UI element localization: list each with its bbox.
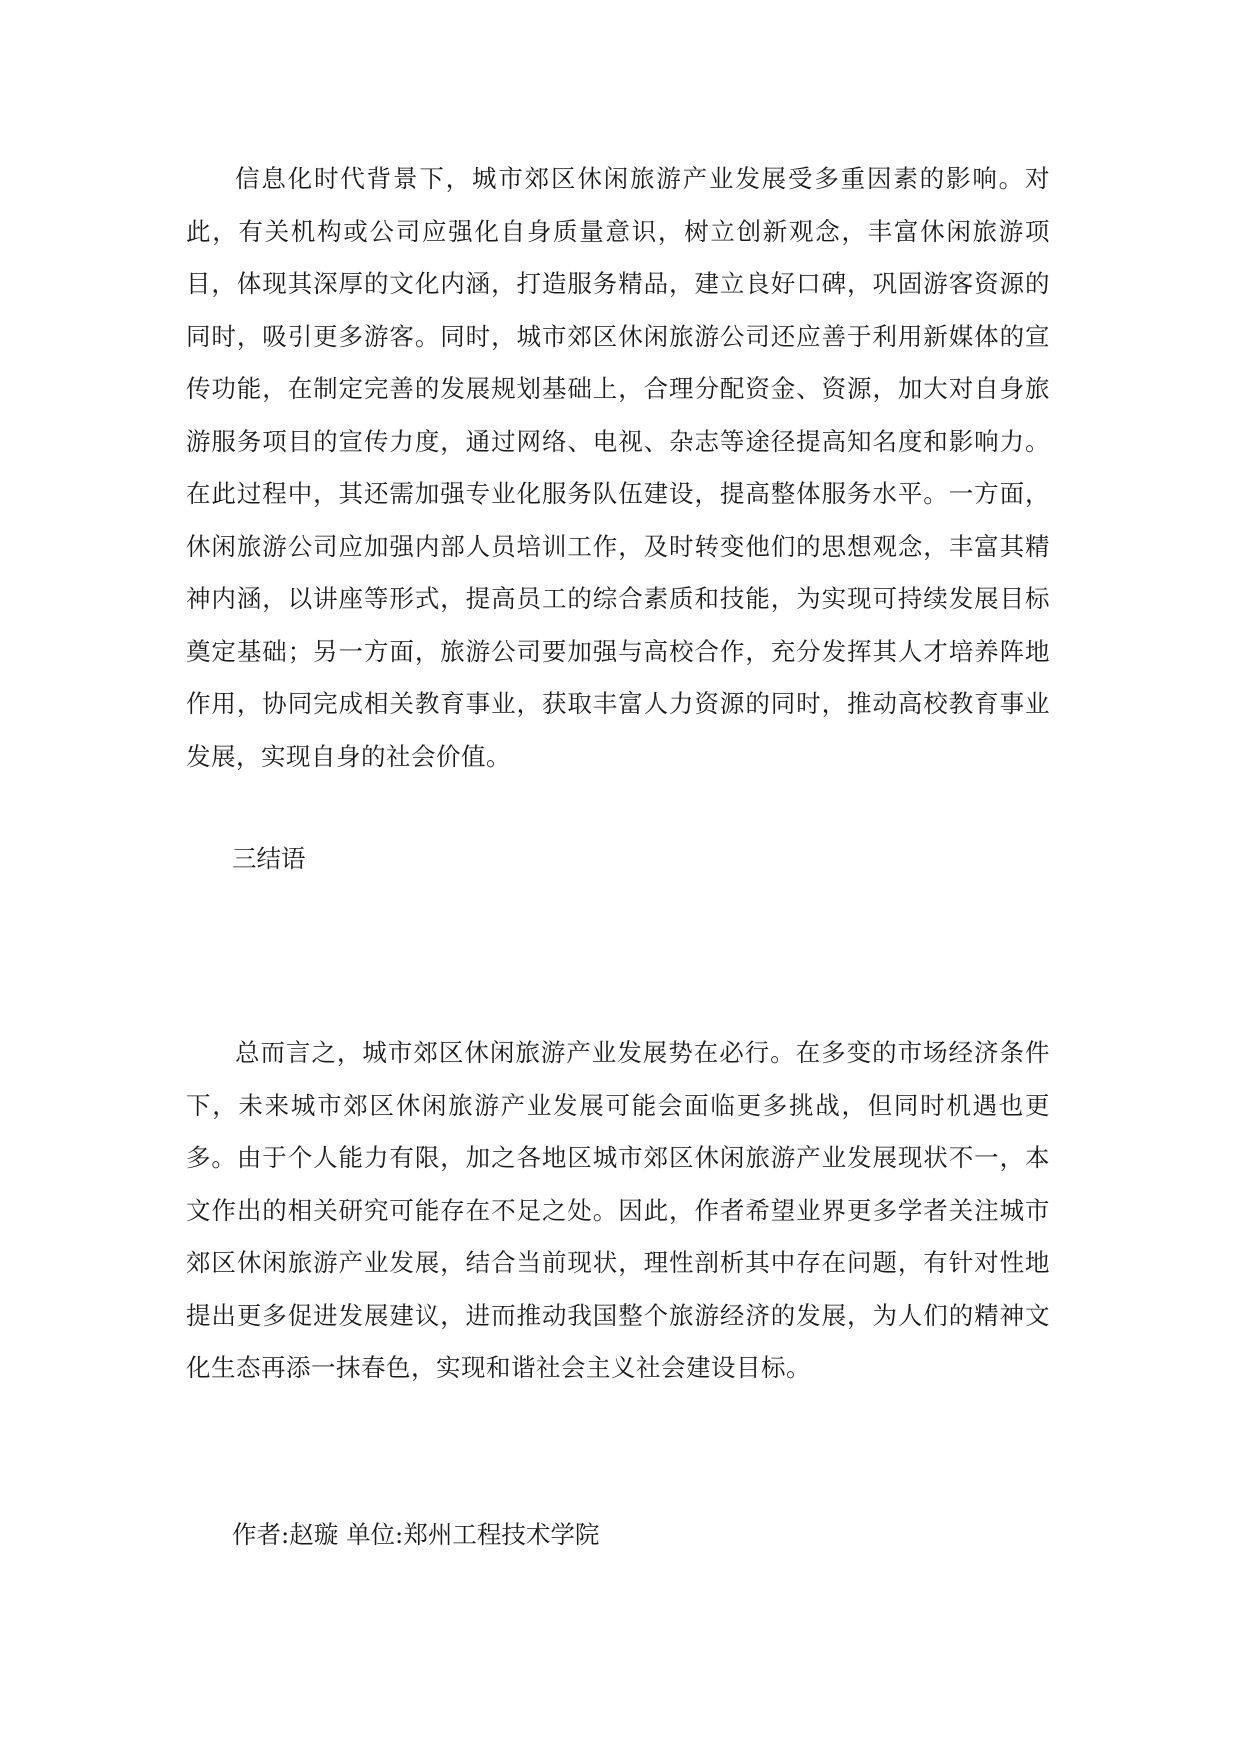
author-name: 赵璇 [289, 1520, 339, 1549]
section-heading-conclusion: 三结语 [232, 844, 306, 873]
unit-label: 单位: [346, 1520, 404, 1549]
author-label: 作者: [232, 1520, 290, 1549]
author-line [232, 1509, 599, 1561]
body-paragraph-1: 信息化时代背景下，城市郊区休闲旅游产业发展受多重因素的影响。对此，有关机构或公司应强化自身质量意识，树立创新观念，丰富休闲旅游项目，体现其深厚的文化内涵，打造服务精品，建立良好口碑，巩固游客资源的同时，吸引更多游客。同时，城市郊区休闲旅游公司还应善于利用新媒体的宣传功能，在制定完善的发展规划基础上，合理分配资金、资源，加大对自身旅游服务项目的宣传力度，通过网络、电视、杂志等途径提高知名度和影响力。在此过程中，其还需加强专业化服务队伍建设，提高整体服务水平。一方面，休闲旅游公司应加强内部人员培训工作，及时转变他们的思想观念，丰富其精神内涵，以讲座等形式，提高员工的综合素质和技能，为实现可持续发展目标奠定基础；另一方面，旅游公司要加强与高校合作，充分发挥其人才培养阵地作用，协同完成相关教育事业，获取丰富人力资源的同时，推动高校教育事业发展，实现自身的社会价值。 [186, 164, 1050, 771]
unit-name: 郑州工程技术学院 [403, 1520, 600, 1549]
body-paragraph-2: 总而言之，城市郊区休闲旅游产业发展势在必行。在多变的市场经济条件下，未来城市郊区休闲旅游产业发展可能会面临更多挑战，但同时机遇也更多。由于个人能力有限，加之各地区城市郊区休闲旅游产业发展现状不一，本文作出的相关研究可能存在不足之处。因此，作者希望业界更多学者关注城市郊区休闲旅游产业发展，结合当前现状，理性剖析其中存在问题，有针对性地提出更多促进发展建议，进而推动我国整个旅游经济的发展，为人们的精神文化生态再添一抹春色，实现和谐社会主义社会建设目标。 [186, 1038, 1050, 1382]
spacer [338, 1520, 346, 1549]
